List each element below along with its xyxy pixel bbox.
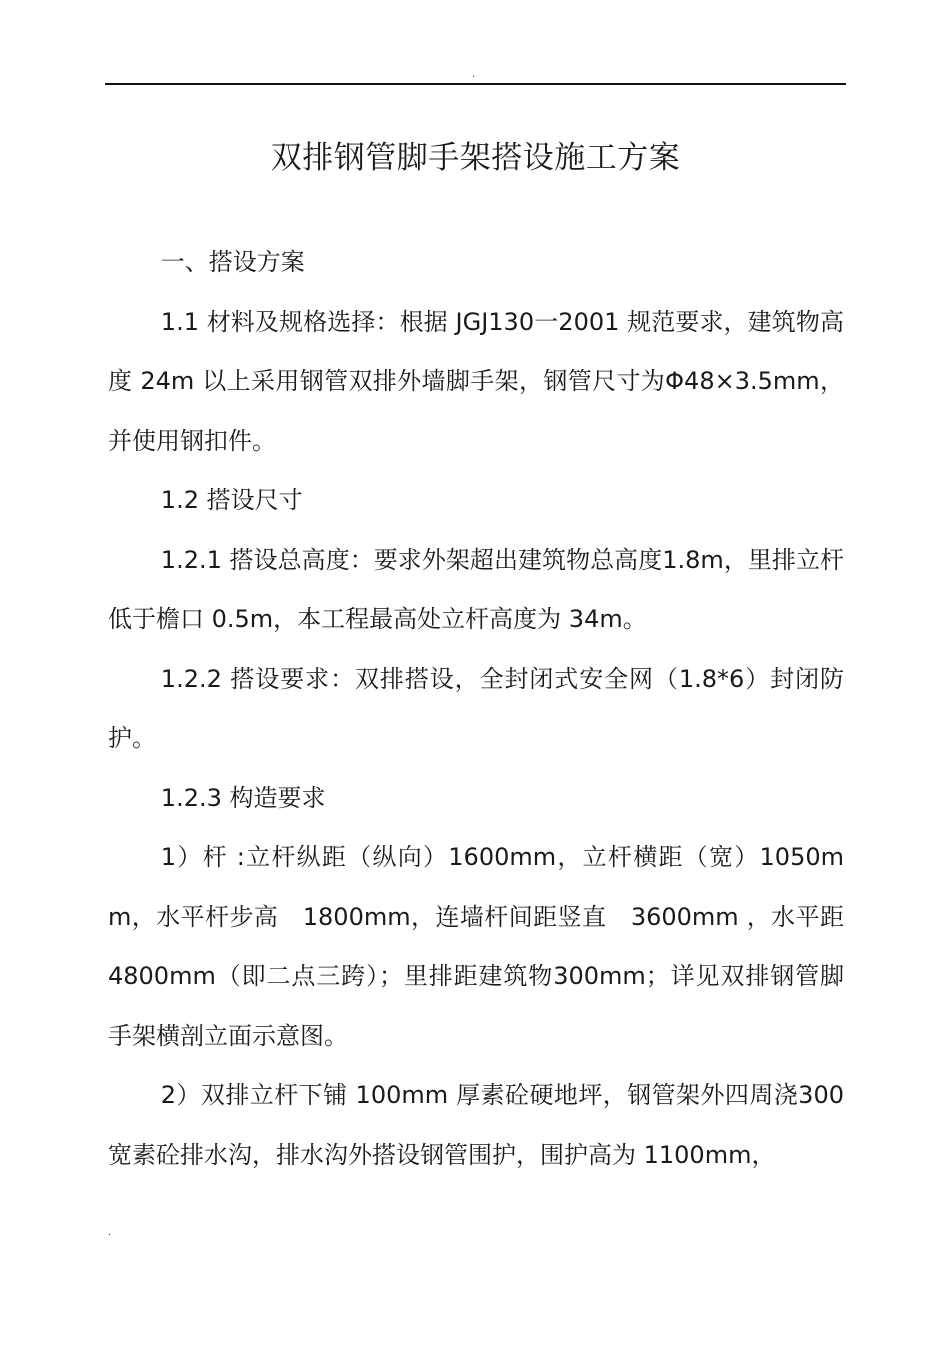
section-heading: 一、搭设方案 xyxy=(160,248,305,276)
paragraph-requirements: 1.2.2 搭设要求：双排搭设，全封闭式安全网（1.8*6）封闭防护。 xyxy=(108,664,844,752)
footer-mark: . xyxy=(108,1227,112,1238)
paragraph-poles: 1）杆 :立杆纵距（纵向）1600mm，立杆横距（宽）1050mm，水平杆步高 1800mm，连墙杆间距竖直 3600mm ，水平距4800mm（即二点三跨）；里排距建筑物300mm；详见双排钢管脚手架横剖立面示意图。 xyxy=(108,843,844,1050)
document-body xyxy=(108,233,844,1185)
paragraph-foundation: 2）双排立杆下铺 100mm 厚素砼硬地坪，钢管架外四周浇300 宽素砼排水沟，排水沟外搭设钢管围护，围护高为 1100mm， xyxy=(108,1081,844,1169)
document-title: 双排钢管脚手架搭设施工方案 xyxy=(270,139,681,176)
paragraph-total-height: 1.2.1 搭设总高度：要求外架超出建筑物总高度1.8m，里排立杆低于檐口 0.5m，本工程最高处立杆高度为 34m。 xyxy=(108,545,844,633)
subsection-heading-structure: 1.2.3 构造要求 xyxy=(160,783,326,812)
header-rule xyxy=(105,83,846,85)
subsection-heading-dimensions: 1.2 搭设尺寸 xyxy=(160,486,303,514)
header-mark: . xyxy=(472,69,476,80)
paragraph-materials: 1.1 材料及规格选择：根据 JGJ130一2001 规范要求，建筑物高度 24m 以上采用钢管双排外墙脚手架，钢管尺寸为Φ48×3.5mm，并使用钢扣件。 xyxy=(108,307,844,455)
